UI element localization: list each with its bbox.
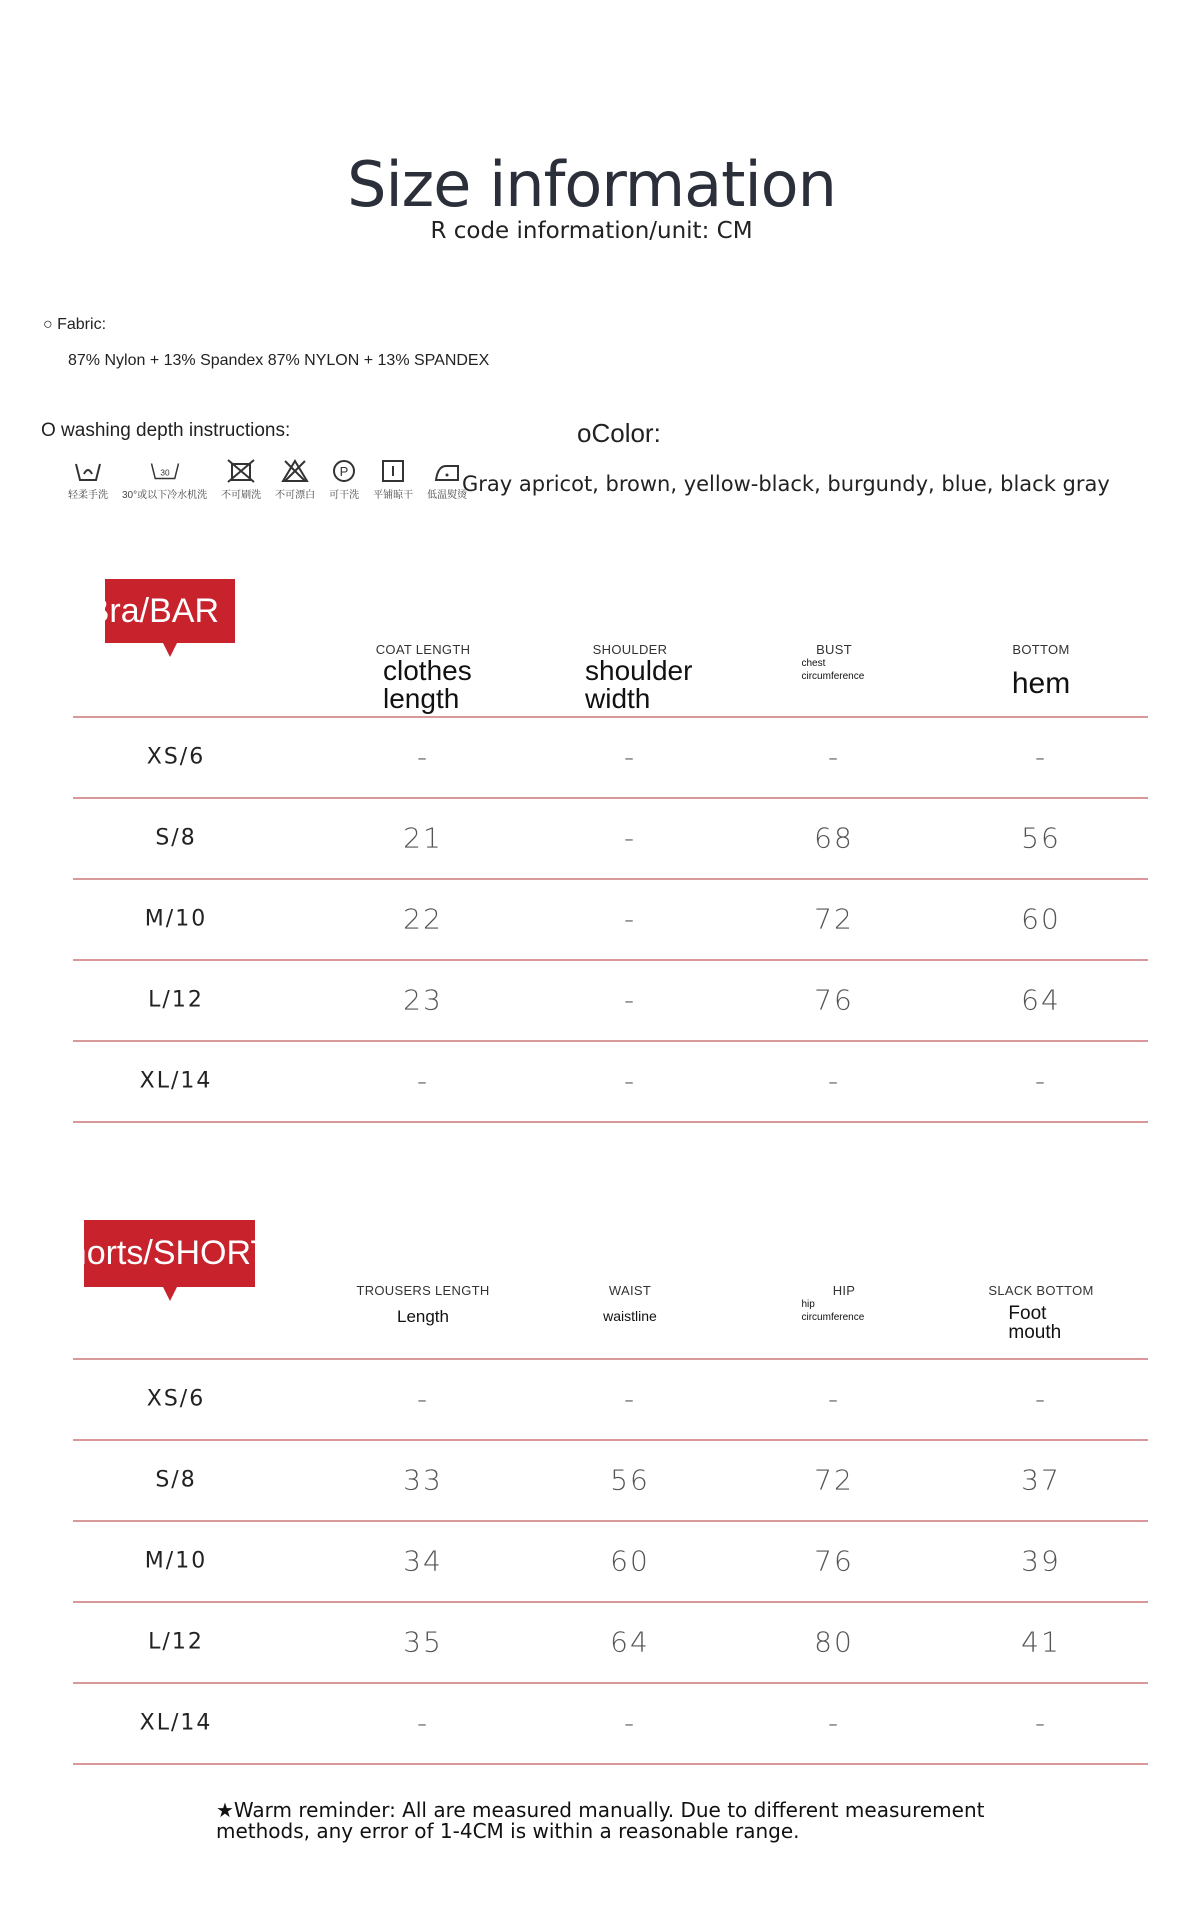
table-cell: -: [623, 983, 637, 1017]
table-cell: -: [1034, 1706, 1048, 1740]
table-cell: 39: [1021, 1544, 1061, 1578]
table-cell: 64: [610, 1625, 650, 1659]
table-cell: 23: [403, 983, 443, 1017]
table-cell: 76: [814, 983, 854, 1017]
header-divider: [73, 1358, 1148, 1360]
warm-reminder: ★Warm reminder: All are measured manually. Due to different measurement methods, any error of 1-4CM is within a reasonable range.: [216, 1798, 985, 1843]
fabric-value: 87% Nylon + 13% Spandex 87% NYLON + 13% SPANDEX: [68, 352, 490, 369]
size-label: L/12: [148, 987, 204, 1013]
table-cell: 68: [814, 821, 854, 855]
table-cell: -: [827, 1706, 841, 1740]
page-title: Size information: [347, 148, 836, 221]
table-cell: -: [416, 740, 430, 774]
table-cell: 60: [610, 1544, 650, 1578]
hand-wash-icon: 轻柔手洗: [68, 458, 108, 501]
table-cell: -: [1034, 1382, 1048, 1416]
table-cell: -: [416, 1064, 430, 1098]
section-badge-shorts: Shorts/SHORTS: [84, 1220, 255, 1287]
table-cell: -: [623, 902, 637, 936]
row-divider: [73, 878, 1148, 880]
color-label: oColor:: [577, 418, 661, 448]
table-cell: 76: [814, 1544, 854, 1578]
size-label: XS/6: [146, 1386, 206, 1412]
table-cell: 41: [1021, 1625, 1061, 1659]
no-brush-icon: 不可刷洗: [221, 458, 261, 501]
table-cell: 80: [814, 1625, 854, 1659]
machine-wash-30-icon: 30 30°或以下冷水机洗: [122, 458, 207, 501]
size-label: XS/6: [146, 744, 206, 770]
header-shoulder: SHOULDER shoulder width: [585, 642, 693, 714]
header-slack-bottom: SLACK BOTTOM Foot mouth: [988, 1283, 1094, 1343]
svg-text:30: 30: [159, 468, 170, 478]
svg-text:P: P: [339, 464, 349, 479]
size-label: M/10: [144, 1548, 208, 1574]
table-cell: -: [623, 1382, 637, 1416]
table-cell: 22: [403, 902, 443, 936]
table-cell: -: [416, 1706, 430, 1740]
table-cell: -: [827, 1064, 841, 1098]
low-iron-icon: 低温熨烫: [427, 458, 467, 501]
size-label: S/8: [155, 825, 197, 851]
size-label: XL/14: [139, 1068, 213, 1094]
section-badge-bra: Bra/BAR: [105, 579, 235, 643]
table-cell: -: [1034, 1064, 1048, 1098]
header-bottom: BOTTOM hem: [1011, 642, 1071, 700]
size-label: M/10: [144, 906, 208, 932]
table-cell: -: [623, 1064, 637, 1098]
size-label: S/8: [155, 1467, 197, 1493]
size-label: XL/14: [139, 1710, 213, 1736]
no-bleach-icon: 不可漂白: [275, 458, 315, 501]
size-label: L/12: [148, 1629, 204, 1655]
table-cell: 37: [1021, 1463, 1061, 1497]
table-cell: -: [623, 1706, 637, 1740]
table-cell: 72: [814, 1463, 854, 1497]
table-cell: 33: [403, 1463, 443, 1497]
row-divider: [73, 1763, 1148, 1765]
fabric-label: ○ Fabric:: [43, 316, 107, 333]
table-cell: 56: [610, 1463, 650, 1497]
table-cell: -: [827, 740, 841, 774]
color-value: Gray apricot, brown, yellow-black, burgundy, blue, black gray: [462, 472, 1110, 496]
table-cell: 35: [403, 1625, 443, 1659]
table-cell: -: [1034, 740, 1048, 774]
flat-dry-icon: 平铺晾干: [373, 458, 413, 501]
table-cell: 56: [1021, 821, 1061, 855]
page-subtitle: R code information/unit: CM: [430, 218, 753, 244]
header-coat-length: COAT LENGTH clothes length: [375, 642, 472, 714]
header-divider: [73, 716, 1148, 718]
table-cell: 64: [1021, 983, 1061, 1017]
dry-clean-icon: P 可干洗: [329, 458, 359, 501]
table-cell: 72: [814, 902, 854, 936]
washing-icons: [68, 458, 481, 501]
table-cell: -: [623, 821, 637, 855]
table-cell: 34: [403, 1544, 443, 1578]
washing-label: O washing depth instructions:: [41, 420, 291, 441]
row-divider: [73, 1601, 1148, 1603]
row-divider: [73, 1682, 1148, 1684]
table-cell: 60: [1021, 902, 1061, 936]
table-cell: -: [416, 1382, 430, 1416]
header-bust: BUST chest circumference: [801, 642, 865, 682]
row-divider: [73, 797, 1148, 799]
header-trousers-length: TROUSERS LENGTH Length: [356, 1283, 490, 1326]
header-waist: WAIST waistline: [603, 1283, 657, 1324]
table-cell: -: [623, 740, 637, 774]
row-divider: [73, 1520, 1148, 1522]
header-hip: HIP hip circumference: [801, 1283, 865, 1323]
row-divider: [73, 1121, 1148, 1123]
table-cell: -: [827, 1382, 841, 1416]
table-cell: 21: [403, 821, 443, 855]
row-divider: [73, 959, 1148, 961]
row-divider: [73, 1040, 1148, 1042]
row-divider: [73, 1439, 1148, 1441]
